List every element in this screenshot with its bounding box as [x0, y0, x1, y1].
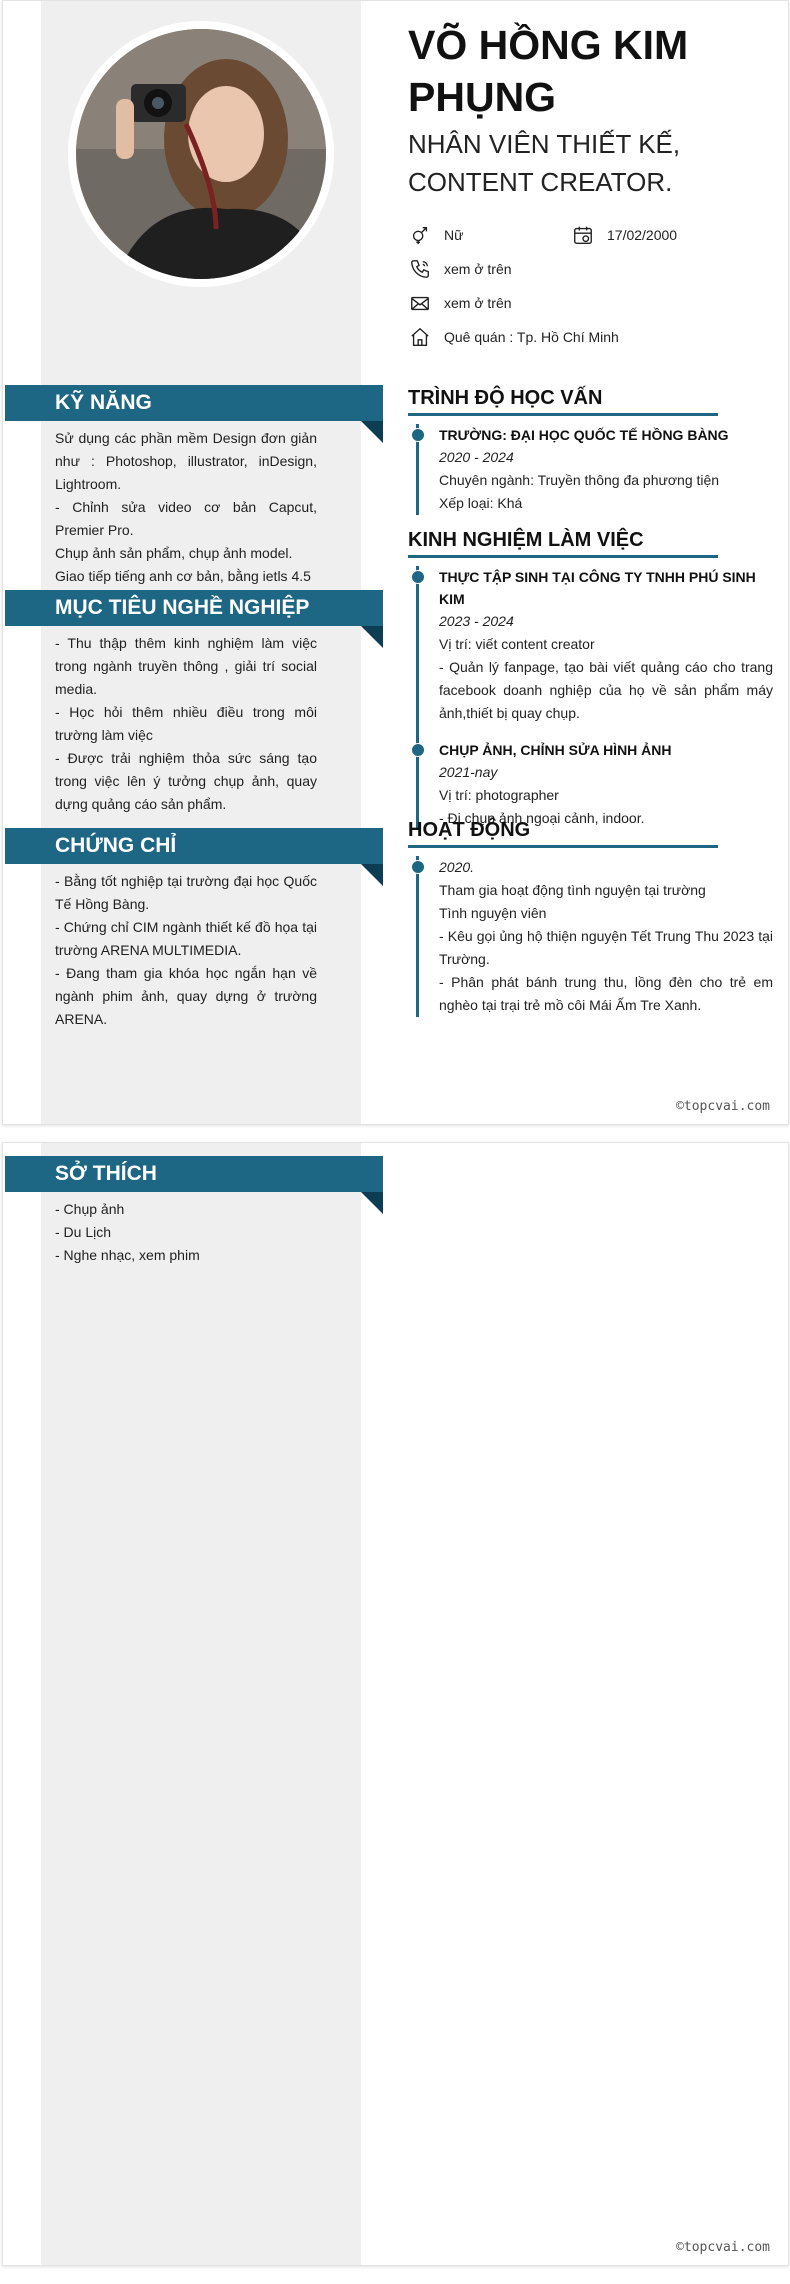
- entry-line: - Phân phát bánh trung thu, lồng đèn cho trẻ em nghèo tại trại trẻ mồ côi Mái Ấm Tre Xanh.: [439, 974, 773, 1013]
- timeline-bullet: [411, 743, 425, 757]
- job-title: NHÂN VIÊN THIẾT KẾ, CONTENT CREATOR.: [408, 129, 681, 197]
- experience-heading: KINH NGHIỆM LÀM VIỆC: [408, 529, 718, 558]
- activities-timeline: [416, 856, 773, 1017]
- entry-line: - Đi chụp ảnh ngoại cảnh, indoor.: [439, 810, 645, 826]
- hometown-value: Quê quán : Tp. Hồ Chí Minh: [444, 329, 619, 345]
- phone-icon: [408, 258, 432, 280]
- skills-list: [55, 427, 317, 588]
- skills-item: - Chỉnh sửa video cơ bản Capcut, Premier Pro.: [55, 499, 317, 538]
- entry-title: TRƯỜNG: ĐẠI HỌC QUỐC TẾ HỒNG BÀNG: [439, 427, 729, 443]
- timeline-bullet: [411, 570, 425, 584]
- objective-heading: MỤC TIÊU NGHỀ NGHIỆP: [5, 590, 383, 626]
- education-entry: [439, 424, 773, 515]
- skills-section: [3, 385, 388, 588]
- skills-item: Chụp ảnh sản phẩm, chụp ảnh model.: [55, 545, 293, 561]
- activities-section: [408, 819, 773, 1017]
- entry-date: 2023 - 2024: [439, 613, 514, 629]
- entry-line: Vị trí: photographer: [439, 787, 559, 803]
- hobbies-heading: SỞ THÍCH: [5, 1156, 383, 1192]
- hometown-row: [408, 325, 619, 349]
- entry-title: THỰC TẬP SINH TẠI CÔNG TY TNHH PHÚ SINH KIM: [439, 569, 756, 607]
- sidebar-background: [41, 1143, 361, 2265]
- email-value: xem ở trên: [444, 295, 512, 311]
- certificates-list: [55, 870, 317, 1031]
- objective-item: - Được trải nghiệm thỏa sức sáng tạo trong việc lên ý tưởng chụp ảnh, quay dựng quảng cáo sản phẩm.: [55, 750, 317, 812]
- hobbies-item: - Chụp ảnh: [55, 1201, 125, 1217]
- experience-section: [408, 529, 773, 830]
- entry-date: 2021-nay: [439, 764, 498, 780]
- hobbies-item: - Du Lịch: [55, 1224, 112, 1240]
- cv-page-1: [2, 0, 789, 1125]
- candidate-name: VÕ HỒNG KIM PHỤNG: [408, 22, 689, 120]
- entry-title: CHỤP ẢNH, CHỈNH SỬA HÌNH ẢNH: [439, 742, 672, 758]
- education-heading: TRÌNH ĐỘ HỌC VẤN: [408, 387, 718, 416]
- gender-value: Nữ: [444, 227, 464, 243]
- education-timeline: [416, 424, 773, 515]
- certificates-section: [3, 828, 388, 1031]
- activities-heading: HOẠT ĐỘNG: [408, 819, 718, 848]
- experience-timeline: [416, 566, 773, 830]
- certificates-item: - Chứng chỉ CIM ngành thiết kế đồ họa tại trường ARENA MULTIMEDIA.: [55, 919, 317, 958]
- entry-line: Vị trí: viết content creator: [439, 636, 595, 652]
- objective-item: - Thu thập thêm kinh nghiệm làm việc trong ngành truyền thông , giải trí social media.: [55, 635, 317, 697]
- entry-line: - Quản lý fanpage, tạo bài viết quảng cáo cho trang facebook doanh nghiệp của họ về sản phẩm máy ảnh,thiết bị quay chụp.: [439, 659, 773, 721]
- timeline-bullet: [411, 860, 425, 874]
- cv-page-2: [2, 1142, 789, 2266]
- entry-date: 2020.: [439, 859, 475, 875]
- gender-icon: [408, 224, 432, 246]
- entry-line: Chuyên ngành: Truyền thông đa phương tiện: [439, 472, 720, 488]
- home-icon: [408, 326, 432, 348]
- objective-item: - Học hỏi thêm nhiều điều trong môi trường làm việc: [55, 704, 317, 743]
- hobbies-item: - Nghe nhạc, xem phim: [55, 1247, 200, 1263]
- certificates-item: - Bằng tốt nghiệp tại trường đại học Quốc Tế Hồng Bàng.: [55, 873, 317, 912]
- email-row: [408, 291, 512, 315]
- phone-value: xem ở trên: [444, 261, 512, 277]
- objective-section: [3, 590, 388, 816]
- gender-row: [408, 223, 463, 247]
- mail-icon: [408, 292, 432, 314]
- skills-item: Sử dụng các phần mềm Design đơn giản như : Photoshop, illustrator, inDesign, Lightroom.: [55, 430, 317, 492]
- entry-date: 2020 - 2024: [439, 449, 514, 465]
- education-section: [408, 387, 773, 515]
- entry-line: - Kêu gọi ủng hộ thiện nguyện Tết Trung Thu 2023 tại Trường.: [439, 928, 773, 967]
- objective-list: [55, 632, 317, 816]
- timeline-bullet: [411, 428, 425, 442]
- skills-heading: KỸ NĂNG: [5, 385, 383, 421]
- watermark: ©topcvai.com: [676, 2240, 770, 2255]
- birthday-value: 17/02/2000: [607, 227, 678, 243]
- certificates-heading: CHỨNG CHỈ: [5, 828, 383, 864]
- experience-entry: [439, 566, 773, 725]
- hobbies-section: [3, 1156, 388, 1267]
- certificates-item: - Đang tham gia khóa học ngắn hạn về ngành phim ảnh, quay dựng ở trường ARENA.: [55, 965, 317, 1027]
- experience-entry: [439, 739, 773, 830]
- watermark: ©topcvai.com: [676, 1099, 770, 1114]
- birthday-row: [571, 223, 677, 247]
- entry-line: Xếp loại: Khá: [439, 495, 523, 511]
- portrait-image: [76, 29, 326, 279]
- phone-row: [408, 257, 512, 281]
- entry-line: Tình nguyện viên: [439, 905, 547, 921]
- hobbies-list: [55, 1198, 317, 1267]
- entry-line: Tham gia hoạt động tình nguyện tại trường: [439, 882, 706, 898]
- profile-photo: [68, 21, 334, 287]
- activities-entry: [439, 856, 773, 1017]
- skills-item: Giao tiếp tiếng anh cơ bản, bằng ietls 4.5: [55, 568, 311, 584]
- calendar-icon: [571, 224, 595, 246]
